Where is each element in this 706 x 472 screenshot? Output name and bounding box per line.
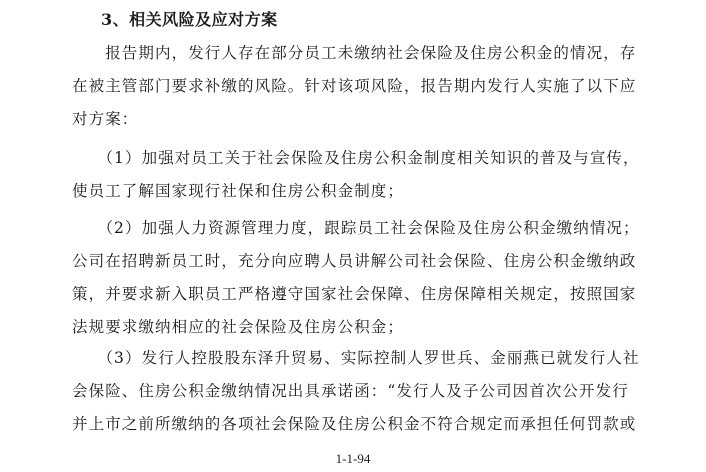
text-line: 使员工了解国家现行社保和住房公积金制度； <box>72 182 405 200</box>
text-line: 策，并要求新入职员工严格遵守国家社会保障、住房保障相关规定，按照国家 <box>72 285 637 303</box>
paragraph-measure-3 <box>72 342 640 441</box>
text-line: 在被主管部门要求补缴的风险。针对该项风险，报告期内发行人实施了以下应 <box>72 77 637 95</box>
text-line: （1）加强对员工关于社会保险及住房公积金制度相关知识的普及与宣传， <box>72 149 640 167</box>
section-heading: 3、相关风险及应对方案 <box>101 10 278 29</box>
page-number: 1-1-94 <box>335 451 371 466</box>
paragraph-risk-intro <box>72 37 637 136</box>
text-line: 公司在招聘新员工时，充分向应聘人员讲解公司社会保险、住房公积金缴纳政 <box>72 252 637 270</box>
text-line: 并上市之前所缴纳的各项社会保险及住房公积金不符合规定而承担任何罚款或 <box>72 415 637 433</box>
paragraph-measure-1 <box>72 142 640 208</box>
text-line: 会保险、住房公积金缴纳情况出具承诺函：“发行人及子公司因首次公开发行 <box>72 382 629 400</box>
text-line: （3）发行人控股股东泽升贸易、实际控制人罗世兵、金丽燕已就发行人社 <box>72 349 640 367</box>
text-line: 法规要求缴纳相应的社会保险及住房公积金； <box>72 318 405 336</box>
text-line: 报告期内，发行人存在部分员工未缴纳社会保险及住房公积金的情况，存 <box>72 44 637 62</box>
text-line: （2）加强人力资源管理力度，跟踪员工社会保险及住房公积金缴纳情况； <box>72 219 640 237</box>
text-line: 对方案： <box>72 110 139 128</box>
paragraph-measure-2 <box>72 212 640 344</box>
